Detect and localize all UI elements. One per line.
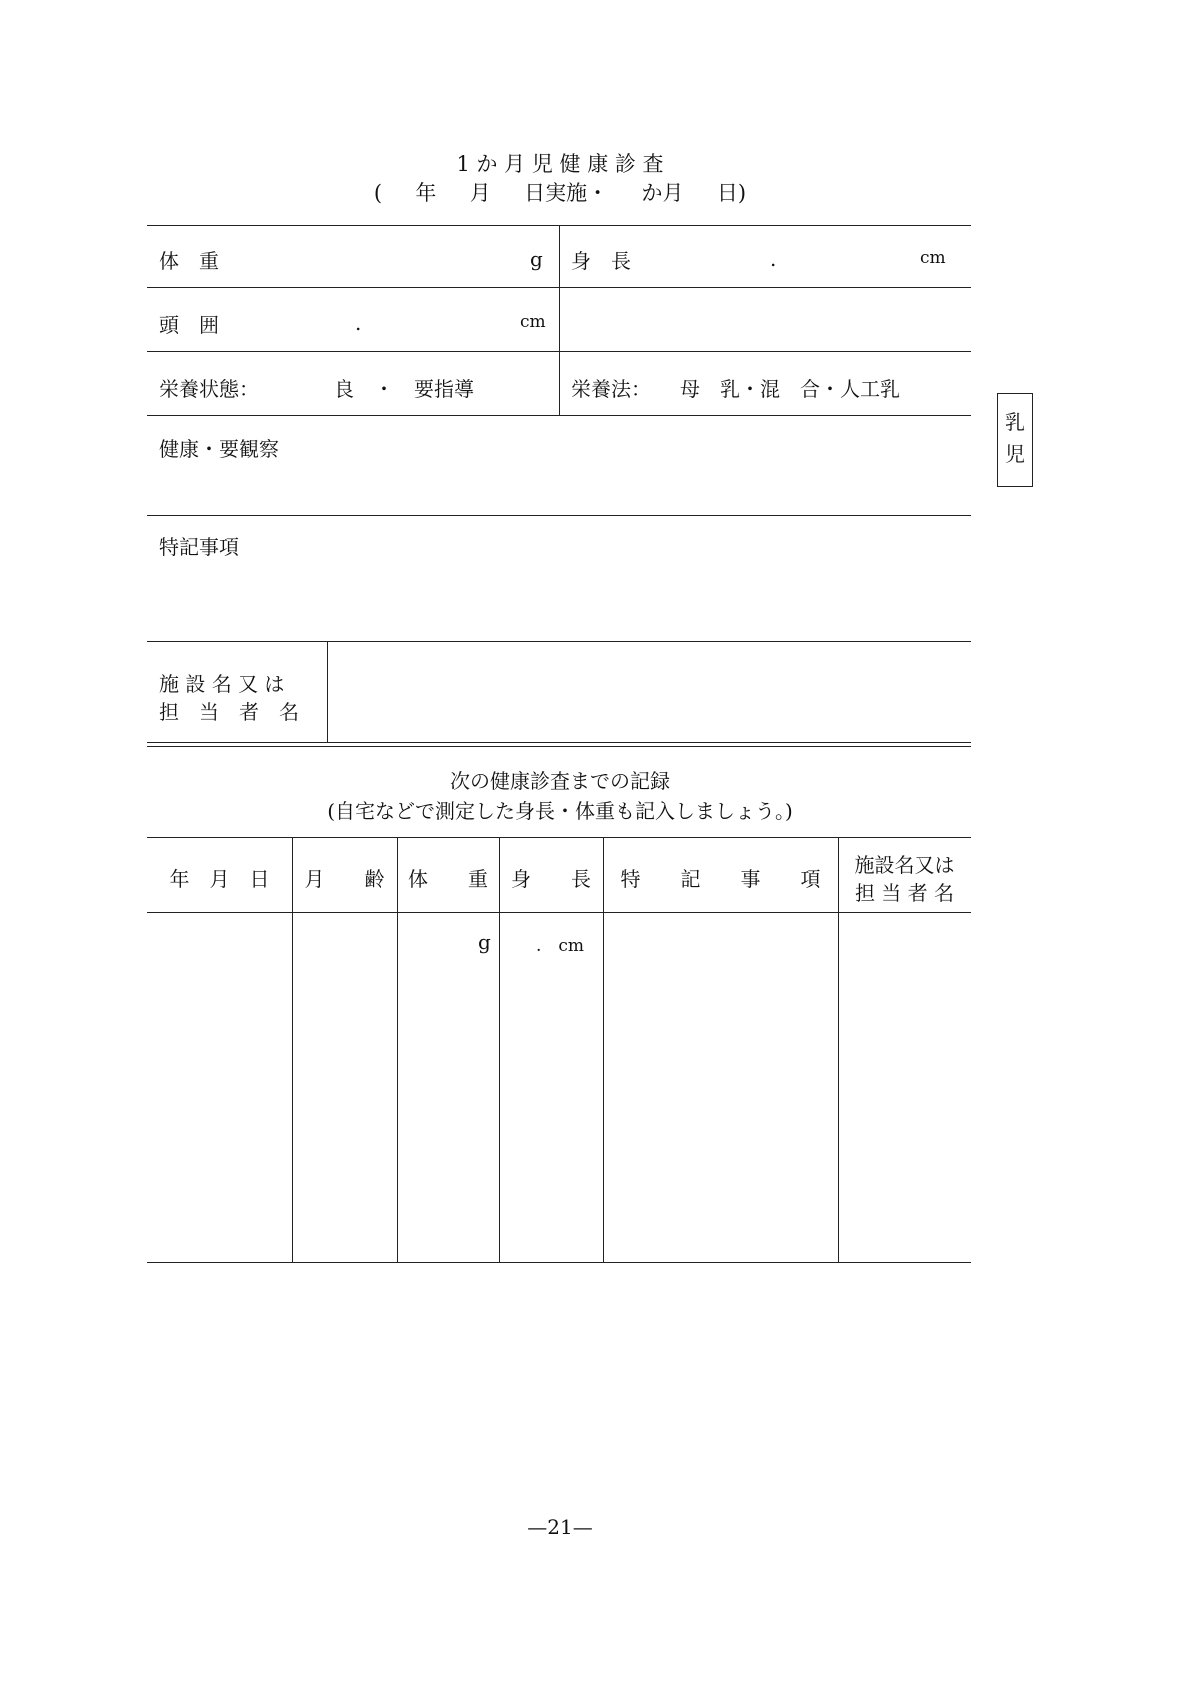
weight-unit: g bbox=[530, 247, 543, 271]
divider bbox=[147, 746, 971, 747]
facility-label-1: 施 設 名 又 は bbox=[159, 672, 285, 696]
header-facility-2: 担 当 者 名 bbox=[854, 881, 955, 905]
header-age: 月 齢 bbox=[304, 867, 385, 891]
height-unit: cm bbox=[920, 248, 946, 268]
nutrition-status-label: 栄養状態： bbox=[159, 377, 259, 401]
header-notes: 特 記 事 項 bbox=[620, 867, 821, 891]
side-tab-line2: 児 bbox=[1005, 442, 1025, 466]
side-tab-line1: 乳 bbox=[1005, 410, 1025, 434]
header-facility-1: 施設名又は bbox=[854, 853, 955, 877]
divider bbox=[147, 641, 971, 642]
divider bbox=[292, 837, 293, 1262]
height-dot: . bbox=[770, 247, 777, 271]
date-line: ( 年 月 日実施・ か月 日) bbox=[373, 181, 747, 205]
divider bbox=[147, 1262, 971, 1263]
divider bbox=[147, 515, 971, 516]
weight-label: 体 重 bbox=[159, 249, 219, 273]
height-label: 身 長 bbox=[571, 249, 631, 273]
nutrition-status-options: 良 ・ 要指導 bbox=[334, 377, 474, 401]
divider bbox=[147, 912, 971, 913]
head-unit: cm bbox=[520, 312, 546, 332]
record-title: 次の健康診査までの記録 bbox=[450, 769, 670, 793]
notes-label: 特記事項 bbox=[159, 535, 239, 559]
divider bbox=[147, 742, 971, 743]
weight-unit: g bbox=[478, 930, 491, 954]
divider bbox=[499, 837, 500, 1262]
feeding-options: 母 乳・混 合・人工乳 bbox=[680, 377, 900, 401]
head-label: 頭 囲 bbox=[159, 313, 219, 337]
header-date: 年 月 日 bbox=[169, 867, 270, 891]
divider bbox=[147, 415, 971, 416]
record-subtitle: (自宅などで測定した身長・体重も記入しましょう。) bbox=[327, 799, 793, 823]
divider bbox=[559, 225, 560, 415]
height-unit: . cm bbox=[536, 936, 585, 956]
facility-label-2: 担 当 者 名 bbox=[159, 700, 299, 724]
head-dot: . bbox=[355, 311, 362, 335]
divider bbox=[397, 837, 398, 1262]
feeding-label: 栄養法： bbox=[571, 377, 651, 401]
divider bbox=[603, 837, 604, 1262]
health-label: 健康・要観察 bbox=[159, 437, 279, 461]
page-title: 1 か 月 児 健 康 診 査 bbox=[456, 152, 664, 176]
header-weight: 体 重 bbox=[408, 867, 488, 891]
side-tab bbox=[997, 393, 1033, 487]
divider bbox=[147, 837, 971, 838]
divider bbox=[327, 641, 328, 742]
page-number: —21— bbox=[527, 1515, 593, 1539]
header-height: 身 長 bbox=[511, 867, 591, 891]
